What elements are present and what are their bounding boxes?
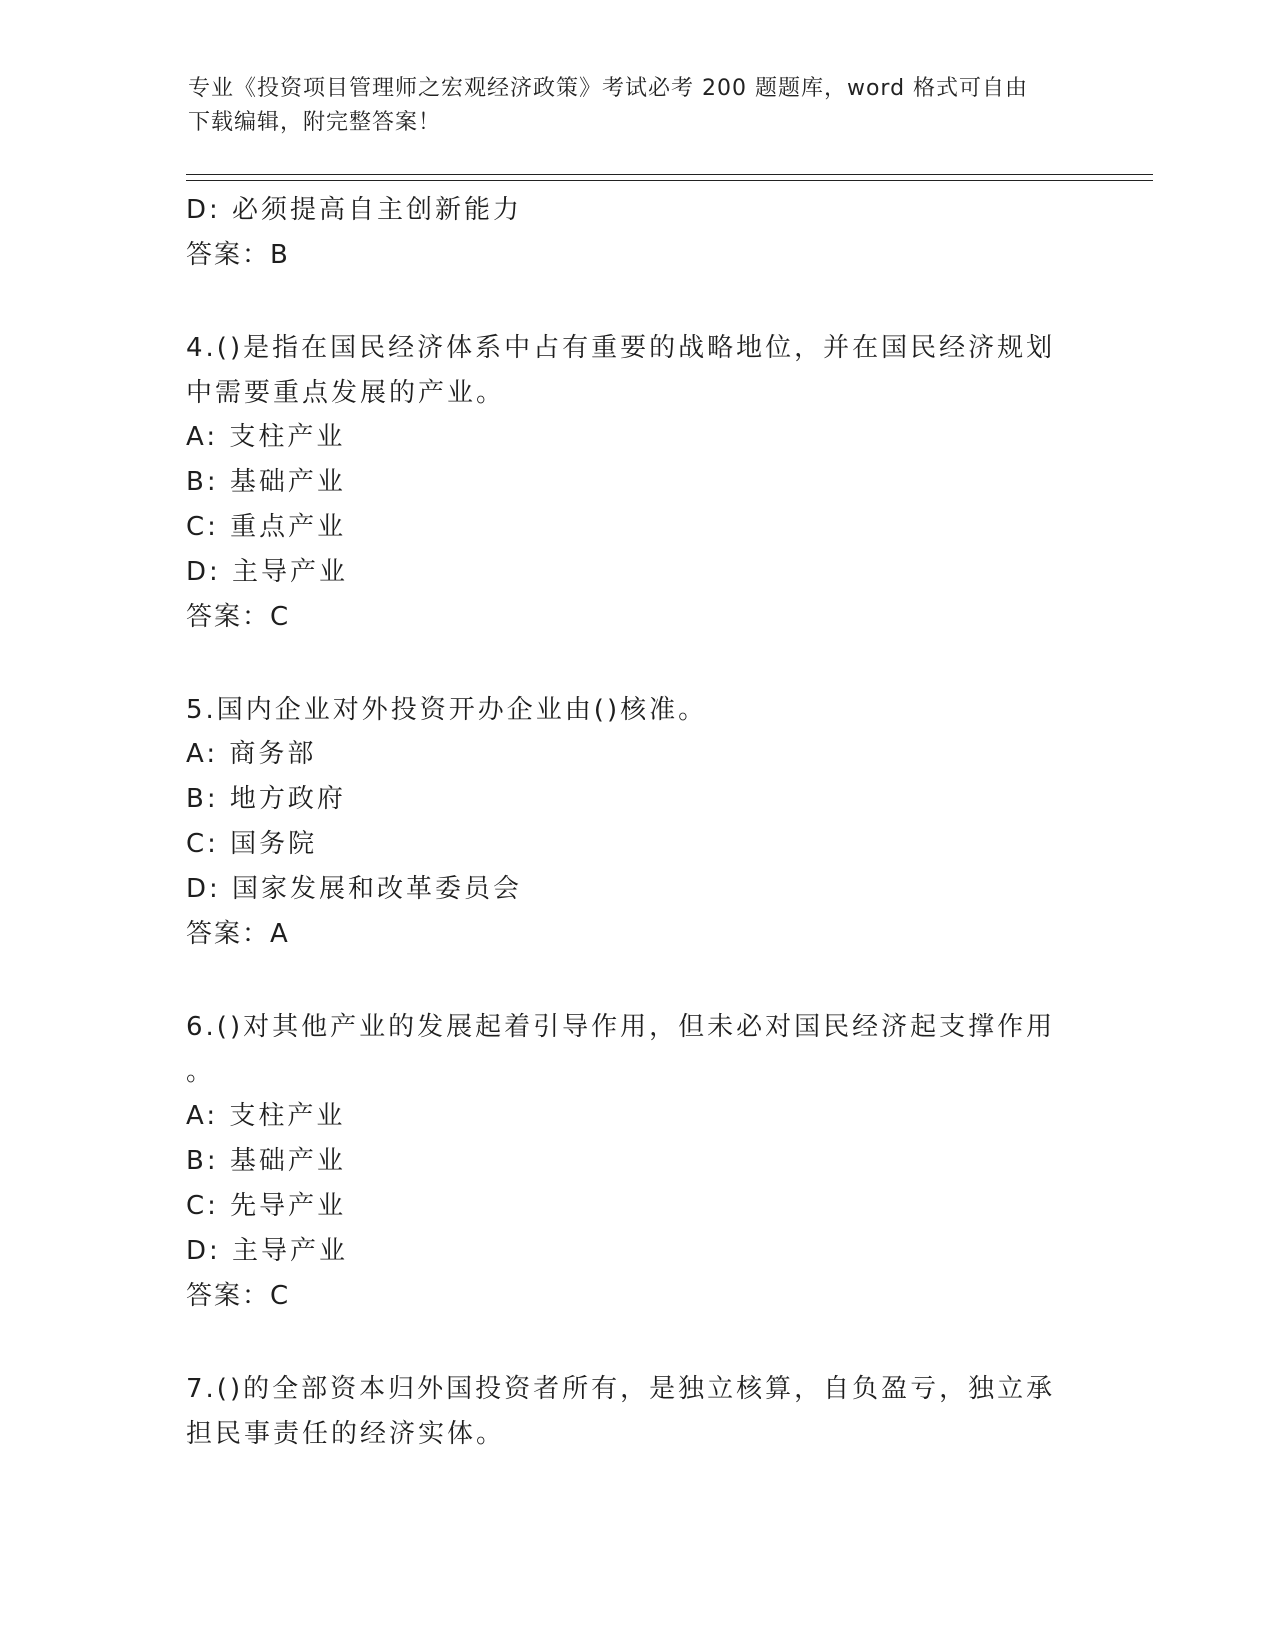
option-d: D: 国家发展和改革委员会 xyxy=(186,874,523,904)
question-stem-continued: 中需要重点发展的产业。 xyxy=(186,378,506,408)
document-header xyxy=(188,72,1068,140)
question-stem: 7.()的全部资本归外国投资者所有，是独立核算，自负盈亏，独立承 xyxy=(186,1374,1056,1404)
option-b: B: 基础产业 xyxy=(186,1146,346,1176)
option-a: A: 支柱产业 xyxy=(186,1101,346,1131)
spacer xyxy=(186,1319,1066,1366)
answer-line: 答案：A xyxy=(186,919,290,949)
header-divider-top xyxy=(186,174,1153,175)
question-stem: 5.国内企业对外投资开办企业由()核准。 xyxy=(186,695,708,725)
option-c: C: 国务院 xyxy=(186,829,318,859)
header-line-1: 专业《投资项目管理师之宏观经济政策》考试必考 200 题题库，word 格式可自由 xyxy=(188,76,1029,101)
option-c: C: 先导产业 xyxy=(186,1191,347,1221)
question-4 xyxy=(186,325,1066,640)
answer-line: 答案：C xyxy=(186,1281,291,1311)
question-stem-continued: 担民事责任的经济实体。 xyxy=(186,1419,506,1449)
option-d: D: 主导产业 xyxy=(186,557,349,587)
question-list xyxy=(186,188,1066,1456)
question-stem: 6.()对其他产业的发展起着引导作用，但未必对国民经济起支撑作用 xyxy=(186,1012,1056,1042)
option-a: A: 商务部 xyxy=(186,739,317,769)
option-a: A: 支柱产业 xyxy=(186,422,346,452)
option-b: B: 基础产业 xyxy=(186,467,346,497)
spacer xyxy=(186,640,1066,687)
answer-line: 答案：B xyxy=(186,240,290,270)
spacer xyxy=(186,278,1066,325)
option-d: D: 必须提高自主创新能力 xyxy=(186,195,523,225)
question-7 xyxy=(186,1366,1066,1456)
header-divider-bottom xyxy=(186,180,1153,181)
answer-line: 答案：C xyxy=(186,602,291,632)
question-stem: 4.()是指在国民经济体系中占有重要的战略地位，并在国民经济规划 xyxy=(186,333,1056,363)
spacer xyxy=(186,957,1066,1004)
header-line-2: 下载编辑，附完整答案！ xyxy=(188,110,442,135)
question-6 xyxy=(186,1004,1066,1319)
question-5 xyxy=(186,687,1066,957)
option-b: B: 地方政府 xyxy=(186,784,346,814)
option-d: D: 主导产业 xyxy=(186,1236,349,1266)
question-stem-continued: 。 xyxy=(186,1057,216,1087)
option-c: C: 重点产业 xyxy=(186,512,347,542)
